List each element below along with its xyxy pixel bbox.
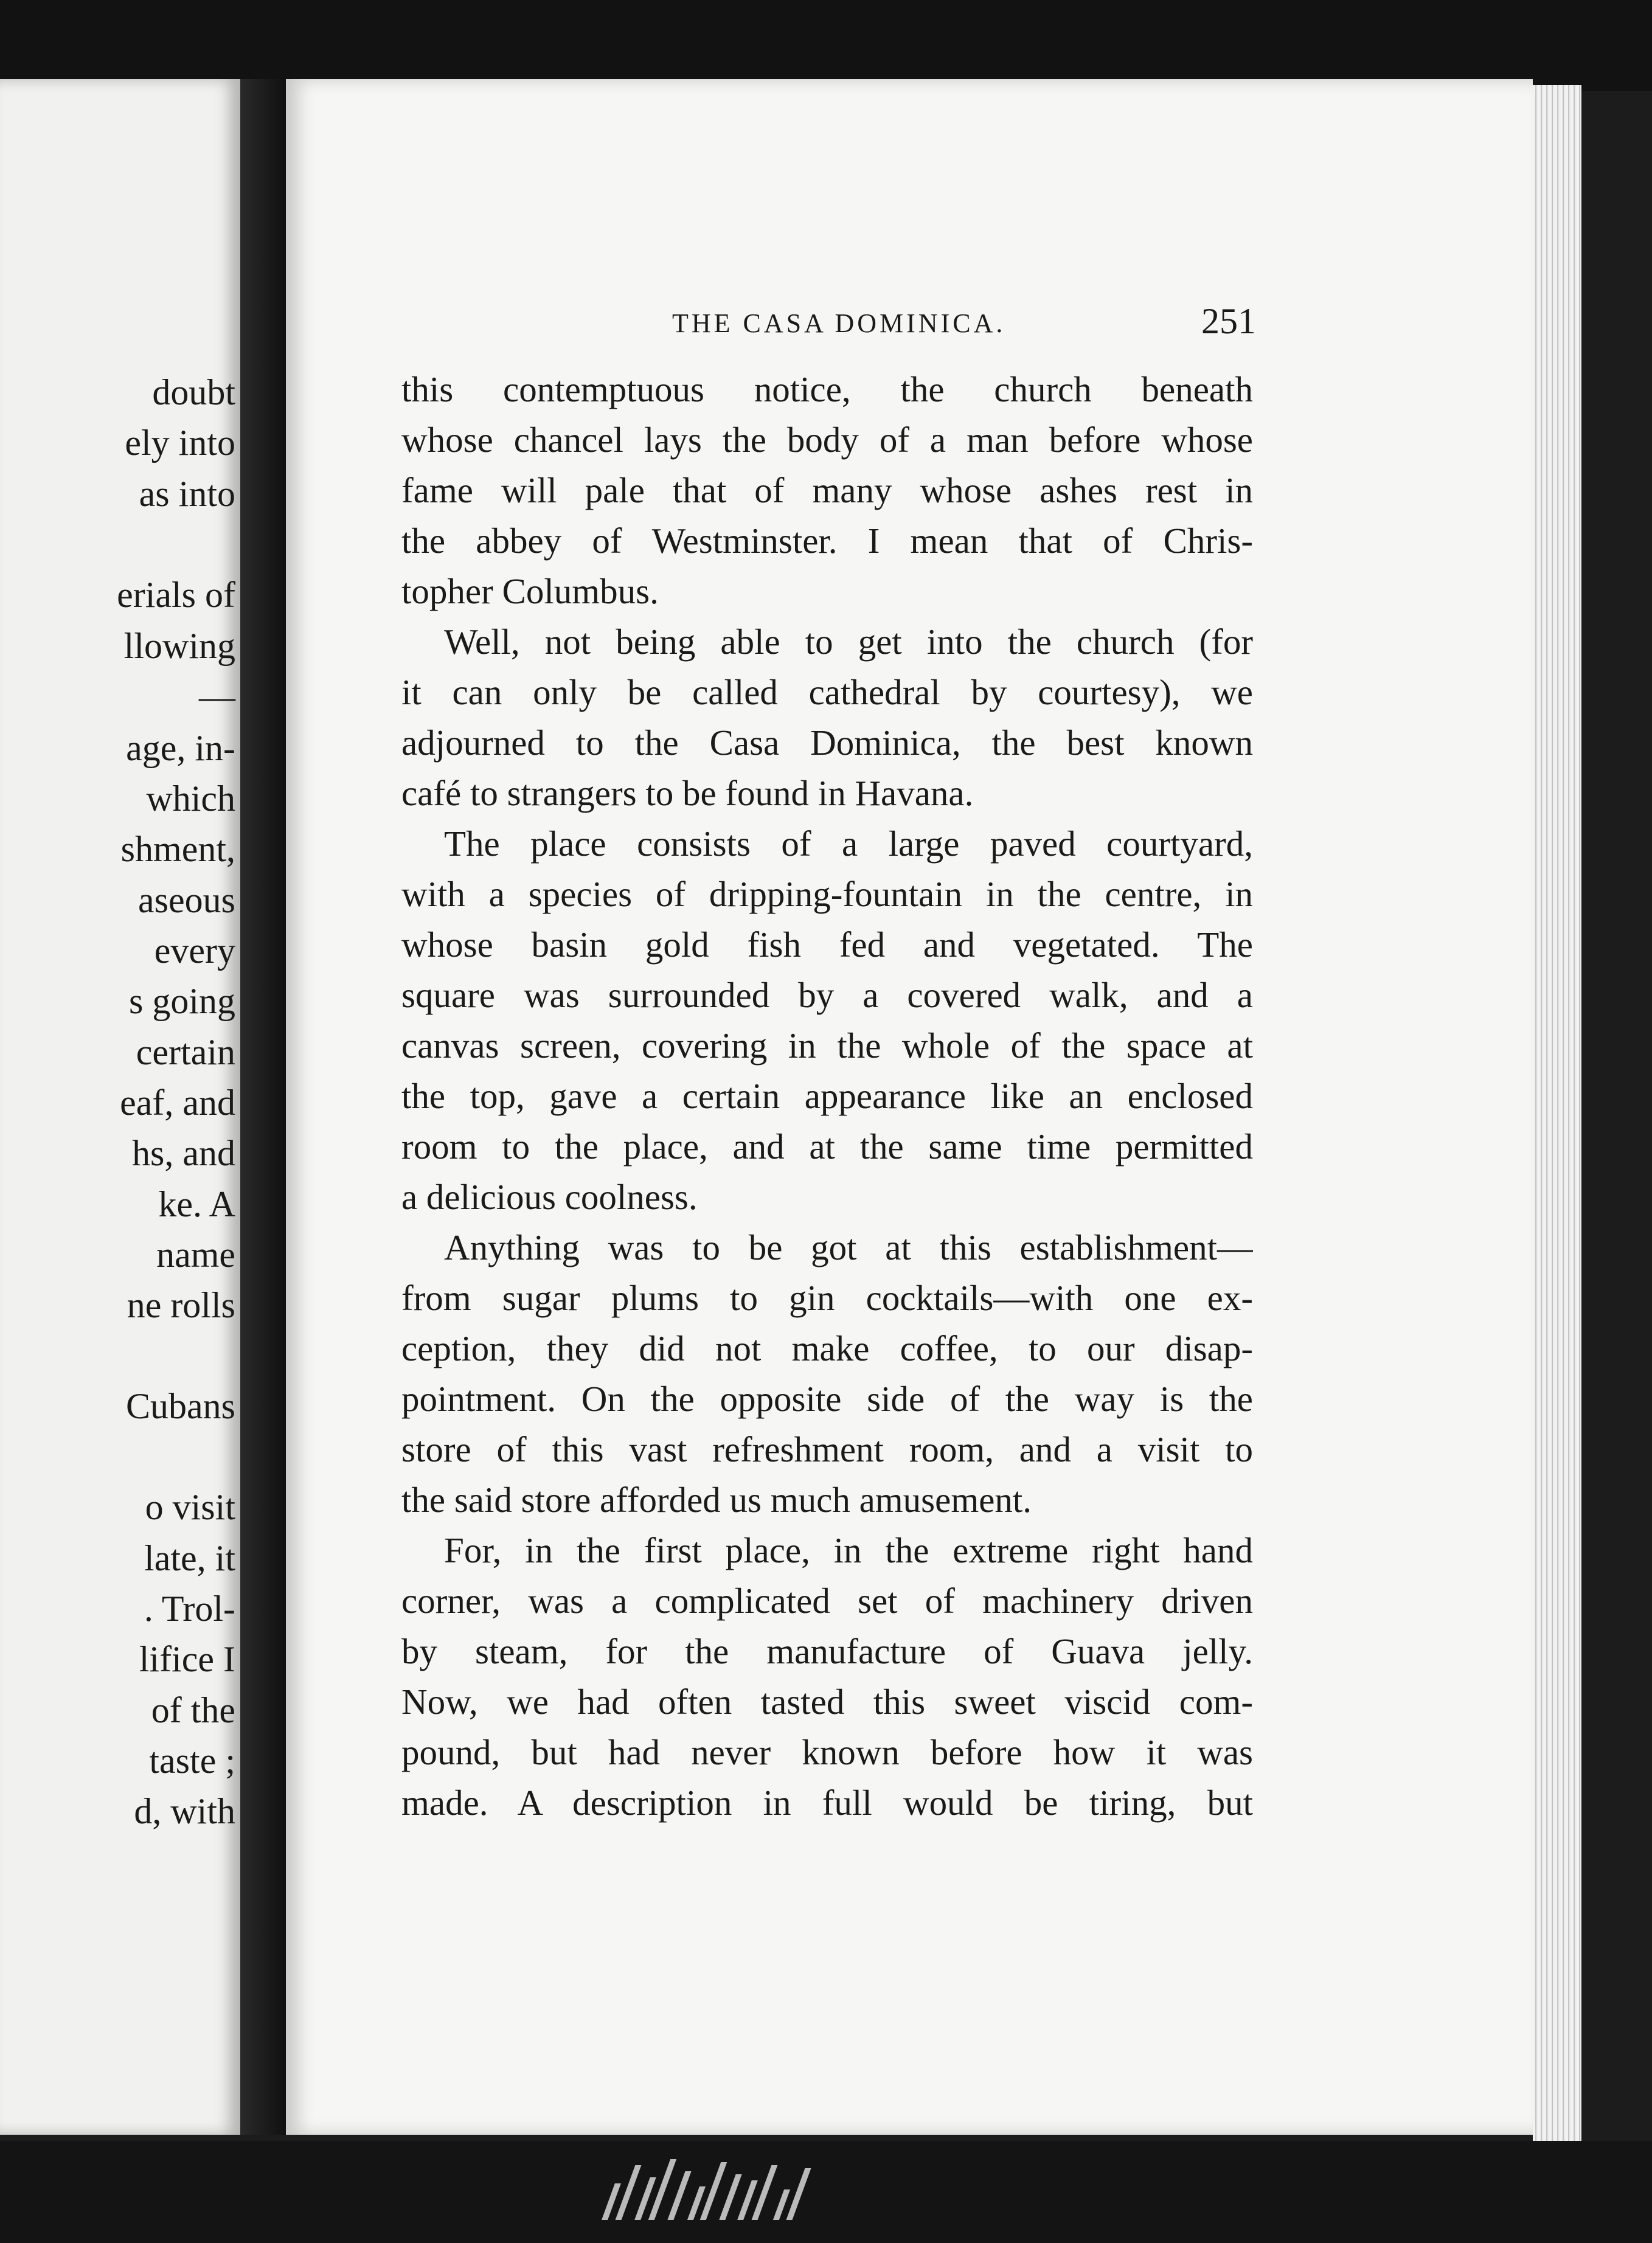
text-line: ception, they did not make coffee, to our disap- xyxy=(401,1328,1253,1368)
text-line: room to the place, and at the same time permitted xyxy=(401,1126,1253,1167)
left-page-line: — xyxy=(199,676,235,716)
text-line: this contemptuous notice, the church beneath xyxy=(401,369,1253,409)
left-page-line: certain xyxy=(136,1032,235,1072)
book-gutter xyxy=(240,79,292,2135)
left-page-line: Cubans xyxy=(126,1386,235,1426)
page-number: 251 xyxy=(1201,301,1256,341)
text-line: pointment. On the opposite side of the way is the xyxy=(401,1379,1253,1419)
scan-background-top xyxy=(0,0,1652,91)
text-line: pound, but had never known before how it was xyxy=(401,1732,1253,1772)
left-page-line: lifice I xyxy=(139,1639,235,1679)
text-line: store of this vast refreshment room, and a visit to xyxy=(401,1429,1253,1469)
left-page-line: as into xyxy=(139,474,235,514)
left-page-line: of the xyxy=(151,1690,235,1730)
left-page-line: s going xyxy=(128,981,235,1021)
left-page-line: name xyxy=(156,1235,235,1275)
page-header xyxy=(672,300,1256,343)
page-edges xyxy=(1533,85,1581,2141)
text-line: Anything was to be got at this establishment— xyxy=(444,1227,1253,1267)
text-line: whose chancel lays the body of a man before whose xyxy=(401,420,1253,460)
left-page-line: aseous xyxy=(138,880,235,920)
text-line: Now, we had often tasted this sweet viscid com- xyxy=(401,1682,1253,1722)
left-page-line: taste ; xyxy=(149,1741,235,1781)
left-page-line: which xyxy=(146,778,235,819)
text-line: made. A description in full would be tiring, but xyxy=(401,1783,1253,1823)
text-line: by steam, for the manufacture of Guava jelly. xyxy=(401,1631,1253,1671)
binding-ornament xyxy=(608,2153,985,2220)
text-line: the said store afforded us much amusement. xyxy=(401,1480,1032,1520)
left-page-line: ke. A xyxy=(158,1184,235,1224)
text-line: from sugar plums to gin cocktails—with one ex- xyxy=(401,1278,1253,1318)
left-page-line: ely into xyxy=(125,423,235,463)
text-line: fame will pale that of many whose ashes rest in xyxy=(401,470,1253,510)
text-line: corner, was a complicated set of machinery driven xyxy=(401,1581,1253,1621)
left-page-line: age, in- xyxy=(126,728,235,768)
left-page-line: shment, xyxy=(120,829,235,869)
text-line: For, in the first place, in the extreme right hand xyxy=(444,1530,1253,1570)
left-page-line: hs, and xyxy=(132,1133,235,1173)
left-page-line: . Trol- xyxy=(144,1589,235,1629)
left-page-line: o visit xyxy=(145,1487,235,1527)
left-page-line: erials of xyxy=(117,575,235,615)
left-page xyxy=(0,79,240,2135)
left-page-line: llowing xyxy=(123,626,235,666)
left-page-line: eaf, and xyxy=(120,1083,235,1123)
text-line: adjourned to the Casa Dominica, the best known xyxy=(401,723,1253,763)
text-line: with a species of dripping-fountain in the centre, in xyxy=(401,874,1253,914)
left-page-line: d, with xyxy=(134,1791,235,1831)
left-page-line: every xyxy=(154,931,235,971)
text-line: canvas screen, covering in the whole of the space at xyxy=(401,1025,1253,1066)
left-page-line: doubt xyxy=(152,372,235,412)
text-line: the top, gave a certain appearance like an enclosed xyxy=(401,1076,1253,1116)
text-line: a delicious coolness. xyxy=(401,1177,698,1217)
text-line: the abbey of Westminster. I mean that of Chris- xyxy=(401,521,1253,561)
text-line: square was surrounded by a covered walk, and a xyxy=(401,975,1253,1015)
text-line: Well, not being able to get into the church (for xyxy=(444,622,1253,662)
text-line: café to strangers to be found in Havana. xyxy=(401,773,974,813)
left-page-line: ne rolls xyxy=(127,1285,235,1325)
text-line: topher Columbus. xyxy=(401,571,659,611)
left-page-line: late, it xyxy=(144,1538,235,1578)
text-line: it can only be called cathedral by courtesy), we xyxy=(401,672,1253,712)
text-line: whose basin gold fish fed and vegetated. The xyxy=(401,924,1253,965)
text-line: The place consists of a large paved courtyard, xyxy=(444,823,1253,864)
running-head: THE CASA DOMINICA. xyxy=(672,308,1006,338)
